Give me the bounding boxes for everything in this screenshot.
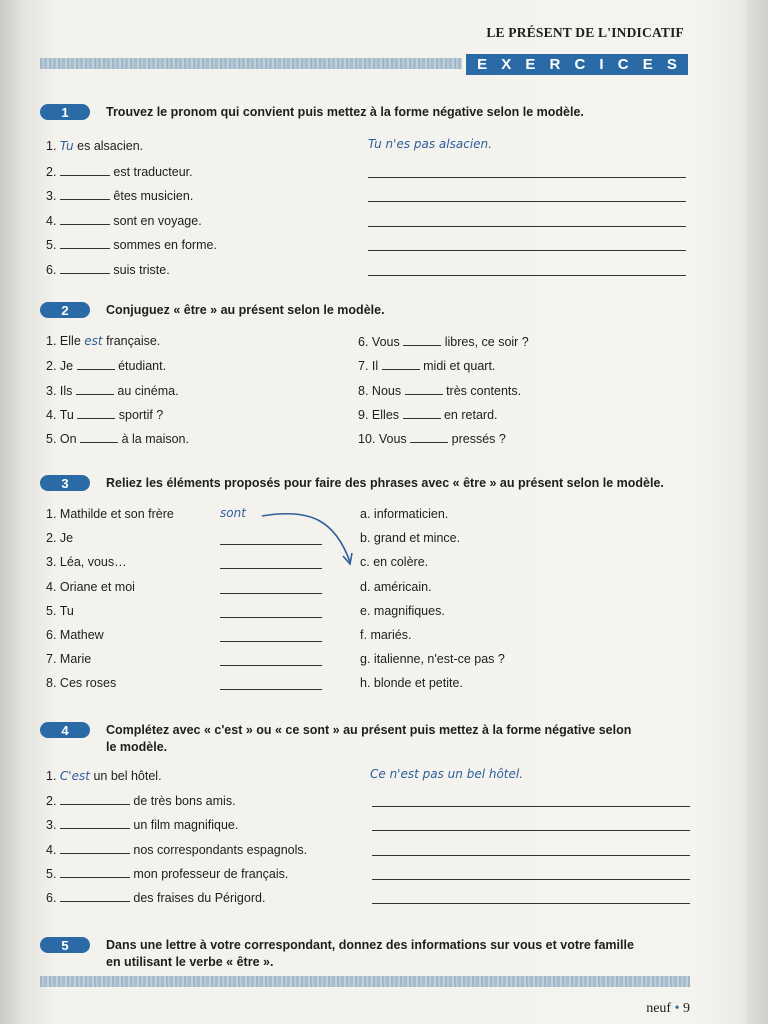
exercise-item xyxy=(46,866,288,881)
item-text: étudiant. xyxy=(118,359,167,374)
item-number: 4. xyxy=(46,579,57,594)
subject-pronoun: On xyxy=(59,432,77,447)
banner-letter: C xyxy=(574,56,586,73)
item-text: suis triste. xyxy=(113,262,170,277)
item-number: 1. xyxy=(46,139,57,153)
item-letter: f. xyxy=(360,628,367,642)
item-text: sont en voyage. xyxy=(113,213,202,228)
item-number: 4. xyxy=(46,842,57,857)
item-number: 5. xyxy=(46,238,57,252)
item-text: très contents. xyxy=(446,383,522,398)
exercise-number-badge: 3 xyxy=(40,475,90,491)
exercise-instruction: Reliez les éléments proposés pour faire des phrases avec « être » au présent selon le modèle. xyxy=(106,476,664,490)
running-title: LE PRÉSENT DE L'INDICATIF xyxy=(486,25,684,40)
banner-letter: E xyxy=(525,56,536,73)
exercise-item xyxy=(46,793,236,808)
decorative-band-bottom xyxy=(40,976,690,987)
item-text: Oriane et moi xyxy=(59,579,135,594)
subject-pronoun: Tu xyxy=(59,407,74,422)
instruction-line-1: Complétez avec « c'est » ou « ce sont » au présent puis mettez à la forme négative selon xyxy=(106,723,632,737)
item-number: 5. xyxy=(46,432,57,447)
item-number: 2. xyxy=(46,164,57,179)
exercise-item xyxy=(46,817,238,832)
page-number: 9 xyxy=(683,1001,690,1016)
item-text: Marie xyxy=(59,652,92,667)
handwritten-answer: Ce n'est pas un bel hôtel. xyxy=(370,767,524,781)
subject-pronoun: Elles xyxy=(371,407,400,422)
item-text: au cinéma. xyxy=(117,383,179,398)
item-number: 2. xyxy=(46,531,57,546)
item-number: 5. xyxy=(46,603,57,618)
item-text: française. xyxy=(106,334,161,348)
handwritten-answer: Tu n'es pas alsacien. xyxy=(368,137,492,151)
answer-line[interactable] xyxy=(372,806,690,807)
exercise-number-badge: 5 xyxy=(40,937,90,953)
item-text: informaticien. xyxy=(373,507,449,521)
exercise-number-badge: 1 xyxy=(40,104,90,120)
item-letter: e. xyxy=(360,603,371,618)
item-number: 1. xyxy=(46,769,57,783)
fill-in-blank[interactable] xyxy=(60,890,130,902)
subject-pronoun: Vous xyxy=(371,335,400,349)
exercise-item xyxy=(46,769,162,783)
item-text: Tu xyxy=(59,603,74,618)
item-number: 2. xyxy=(46,794,57,809)
item-text: grand et mince. xyxy=(373,531,461,546)
item-text: midi et quart. xyxy=(423,359,496,374)
item-number: 5. xyxy=(46,866,57,881)
item-text: américain. xyxy=(373,579,432,594)
item-number: 1. xyxy=(46,334,57,348)
item-number: 6. xyxy=(46,891,57,905)
item-number: 3. xyxy=(46,555,57,570)
item-text: en colère. xyxy=(373,555,429,570)
instruction-line-2: le modèle. xyxy=(106,740,168,754)
exercise-5 xyxy=(40,937,690,969)
exercise-item xyxy=(46,842,307,857)
exercise-number-badge: 4 xyxy=(40,722,90,738)
banner-letter: I xyxy=(599,56,604,73)
item-text: Je xyxy=(59,531,74,546)
item-text: en retard. xyxy=(443,407,498,422)
handwritten-answer: sont xyxy=(220,506,246,520)
item-number: 9. xyxy=(358,407,369,422)
instruction-line-1: Dans une lettre à votre correspondant, donnez des informations sur vous et votre famille xyxy=(106,938,634,952)
item-number: 4. xyxy=(46,407,57,422)
item-text: est traducteur. xyxy=(113,164,193,179)
item-number: 8. xyxy=(46,676,57,691)
item-text: un film magnifique. xyxy=(133,818,239,833)
answer-line[interactable] xyxy=(372,879,690,880)
item-letter: b. xyxy=(360,531,371,546)
item-text: mon professeur de français. xyxy=(133,866,289,881)
banner-letter: C xyxy=(617,56,629,73)
item-letter: c. xyxy=(360,555,370,570)
item-text: Mathilde et son frère xyxy=(59,507,174,521)
item-text: êtes musicien. xyxy=(113,189,194,203)
exercise-instruction: Trouvez le pronom qui convient puis mettez à la forme négative selon le modèle. xyxy=(106,105,584,119)
banner-letter: E xyxy=(642,56,653,73)
subject-pronoun: Elle xyxy=(59,334,81,348)
item-text: libres, ce soir ? xyxy=(444,335,529,349)
banner-letter: E xyxy=(477,56,488,73)
item-text: pressés ? xyxy=(451,432,506,447)
item-text: Léa, vous… xyxy=(59,555,127,570)
subject-pronoun: Vous xyxy=(378,432,407,447)
item-text: nos correspondants espagnols. xyxy=(133,842,308,857)
subject-pronoun: Il xyxy=(371,359,379,374)
exercise-instruction: Conjuguez « être » au présent selon le modèle. xyxy=(106,303,385,317)
banner-letter: X xyxy=(501,56,512,73)
item-number: 7. xyxy=(46,652,57,667)
item-text: Mathew xyxy=(59,628,104,642)
item-text: sommes en forme. xyxy=(113,238,217,252)
item-number: 1. xyxy=(46,507,57,521)
fill-in-blank[interactable] xyxy=(60,842,130,854)
item-text: mariés. xyxy=(370,628,412,642)
item-number: 6. xyxy=(46,262,57,277)
item-text: italienne, n'est-ce pas ? xyxy=(373,652,505,667)
banner-letter: R xyxy=(549,56,561,73)
exercise-number-badge: 2 xyxy=(40,302,90,318)
item-text: un bel hôtel. xyxy=(93,769,162,783)
item-number: 6. xyxy=(46,628,57,642)
instruction-line-2: en utilisant le verbe « être ». xyxy=(106,955,274,969)
item-text: de très bons amis. xyxy=(133,794,236,809)
item-number: 2. xyxy=(46,359,57,374)
exercise-instruction xyxy=(106,937,634,971)
item-text: blonde et petite. xyxy=(373,676,463,691)
item-letter: h. xyxy=(360,676,371,691)
item-text: Ces roses xyxy=(59,676,117,691)
fill-in-blank[interactable] xyxy=(60,817,130,829)
item-letter: g. xyxy=(360,652,371,667)
item-text: sportif ? xyxy=(118,407,164,422)
answer-line[interactable] xyxy=(372,855,690,856)
item-letter: d. xyxy=(360,579,371,594)
exercise-instruction xyxy=(106,722,631,756)
fill-in-blank[interactable] xyxy=(60,866,130,878)
subject-pronoun: Nous xyxy=(371,383,402,398)
item-number: 4. xyxy=(46,213,57,228)
answer-line[interactable] xyxy=(372,830,690,831)
page-word: neuf xyxy=(646,1001,672,1016)
item-text: à la maison. xyxy=(121,432,189,447)
item-number: 8. xyxy=(358,383,369,398)
item-number: 7. xyxy=(358,359,369,374)
handwritten-answer: est xyxy=(84,334,103,348)
footer-bullet: • xyxy=(674,1001,680,1016)
exercise-4 xyxy=(40,722,690,754)
answer-line[interactable] xyxy=(372,903,690,904)
item-number: 3. xyxy=(46,818,57,833)
item-letter: a. xyxy=(360,507,371,521)
banner-letter: S xyxy=(666,56,677,73)
subject-pronoun: Je xyxy=(59,359,74,374)
item-number: 6. xyxy=(358,335,369,349)
item-number: 3. xyxy=(46,189,57,203)
item-number: 10. xyxy=(358,432,376,447)
page-footer xyxy=(646,994,690,1024)
subject-pronoun: Ils xyxy=(59,383,73,398)
exercise-item xyxy=(46,890,265,905)
fill-in-blank[interactable] xyxy=(60,793,130,805)
item-text: es alsacien. xyxy=(77,139,144,153)
item-text: magnifiques. xyxy=(373,603,445,618)
handwritten-answer: Tu xyxy=(59,139,74,153)
handwritten-answer: C'est xyxy=(59,769,90,783)
item-text: des fraises du Périgord. xyxy=(133,891,266,905)
item-number: 3. xyxy=(46,383,57,398)
